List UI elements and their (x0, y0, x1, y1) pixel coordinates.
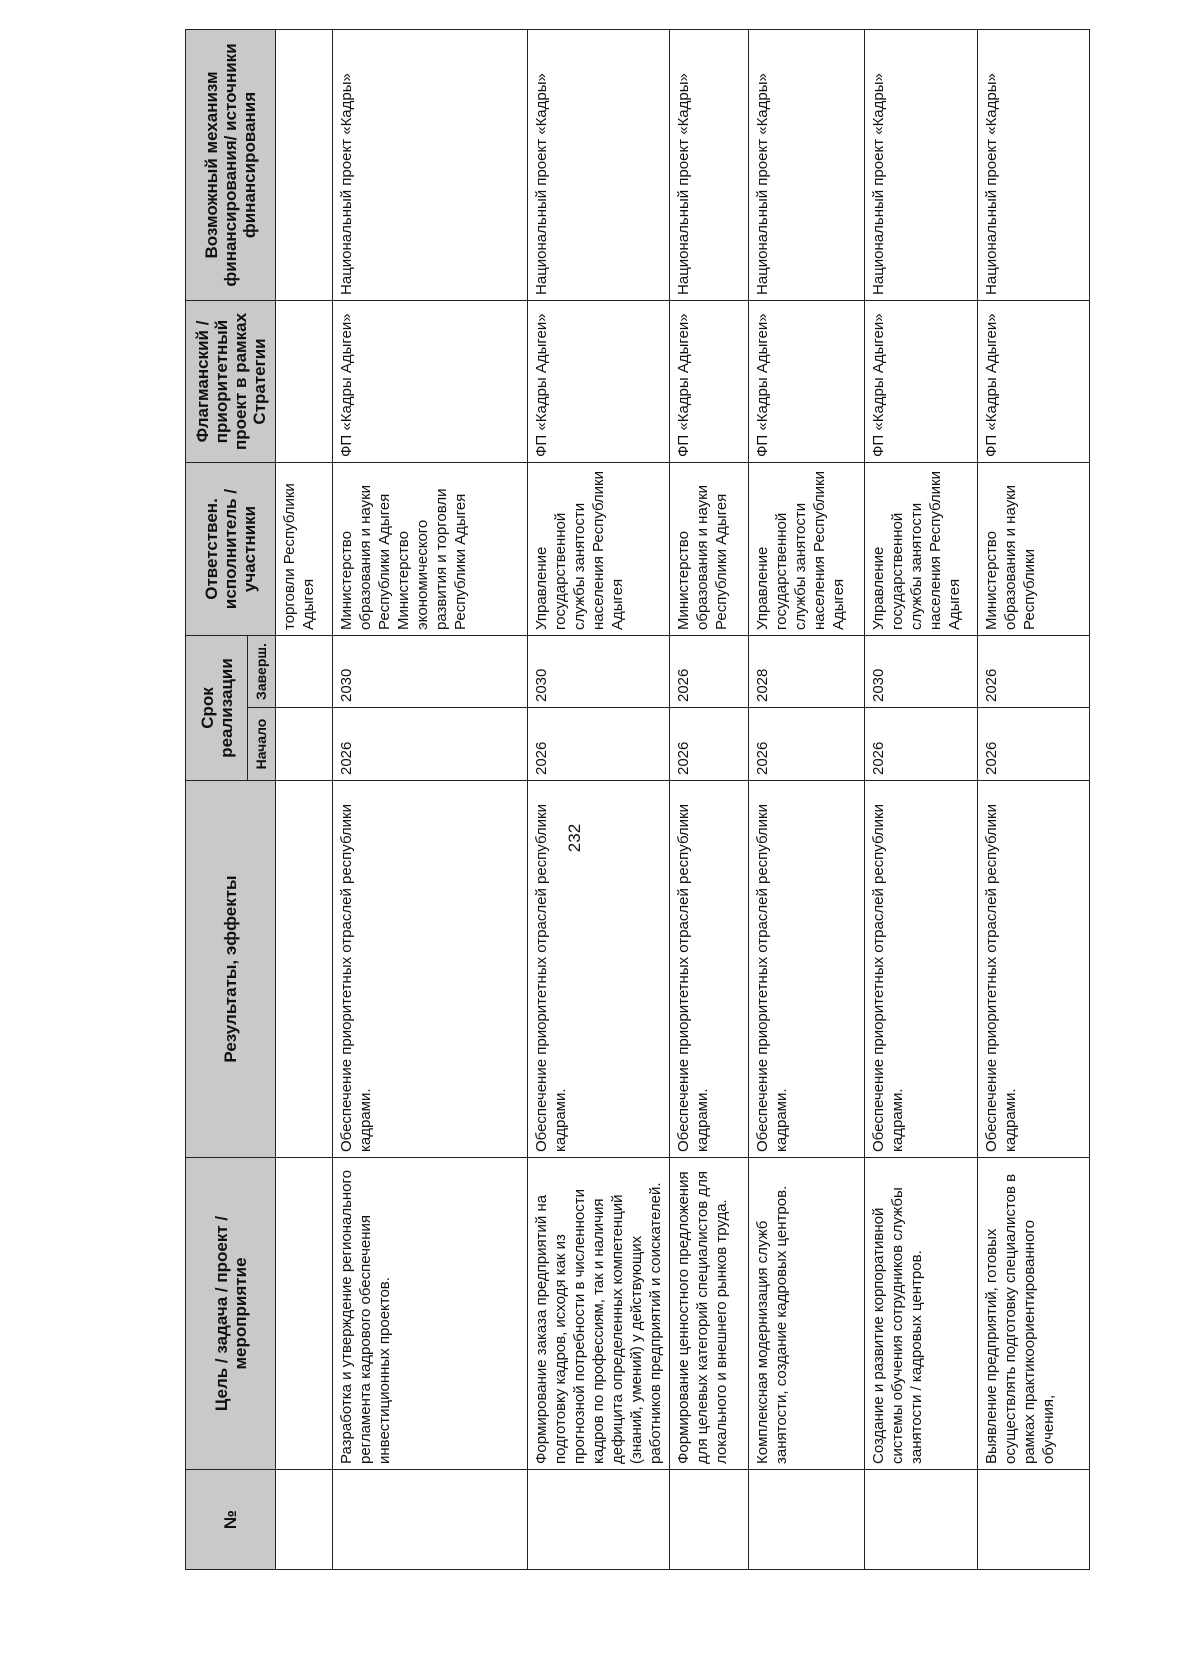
header-results: Результаты, эффекты (186, 781, 276, 1158)
row-flagship: ФП «Кадры Адыгеи» (978, 300, 1090, 462)
row-executor: Министерство образования и науки Республики (978, 462, 1090, 635)
row-end: 2026 (978, 635, 1090, 707)
row-results: Обеспечение приоритетных отраслей республики кадрами. (528, 781, 670, 1158)
row-financing: Национальный проект «Кадры» (865, 29, 978, 300)
row-flagship: ФП «Кадры Адыгеи» (865, 300, 978, 462)
row-start: 2026 (749, 708, 865, 781)
row-executor: Управление государственной службы занятости населения Республики Адыгея (528, 462, 670, 635)
header-executor: Ответствен. исполнитель / участники (186, 462, 276, 635)
row-end: 2030 (333, 635, 528, 707)
row-executor: Министерство образования и науки Республики Адыгея Министерство экономического развития и торговли Республики Адыгея (333, 462, 528, 635)
header-flagship: Флагманский / приоритетный проект в рамках Стратегии (186, 300, 276, 462)
row-goal: Выявление предприятий, готовых осуществлять подготовку специалистов в рамках практикоориентированного обучения, (978, 1158, 1090, 1470)
row-results: Обеспечение приоритетных отраслей республики кадрами. (865, 781, 978, 1158)
header-term-start: Начало (248, 708, 276, 781)
row-results: Обеспечение приоритетных отраслей республики кадрами. (333, 781, 528, 1158)
row-end: 2030 (528, 635, 670, 707)
row-results: Обеспечение приоритетных отраслей республики кадрами. (749, 781, 865, 1158)
page-number: 232 (565, 823, 584, 853)
row-executor: Управление государственной службы занятости населения Республики Адыгея (865, 462, 978, 635)
row-goal: Формирование ценностного предложения для целевых категорий специалистов для локального и внешнего рынков труда. (670, 1158, 749, 1470)
row-flagship: ФП «Кадры Адыгеи» (749, 300, 865, 462)
row-executor: торговли Республики Адыгея (276, 462, 333, 635)
row-end: 2030 (865, 635, 978, 707)
row-start: 2026 (670, 708, 749, 781)
row-flagship (276, 300, 333, 462)
row-num (749, 1470, 865, 1570)
row-num (978, 1470, 1090, 1570)
row-num (276, 1470, 333, 1570)
row-goal: Разработка и утверждение регионального регламента кадрового обеспечения инвестиционных проектов. (333, 1158, 528, 1470)
row-start: 2026 (978, 708, 1090, 781)
row-num (865, 1470, 978, 1570)
row-financing: Национальный проект «Кадры» (528, 29, 670, 300)
row-num (333, 1470, 528, 1570)
row-executor: Министерство образования и науки Республики Адыгея (670, 462, 749, 635)
row-end (276, 635, 333, 707)
row-financing (276, 29, 333, 300)
row-goal: Создание и развитие корпоративной системы обучения сотрудников службы занятости / кадровых центров. (865, 1158, 978, 1470)
row-start (276, 708, 333, 781)
header-term-end: Заверш. (248, 635, 276, 707)
table-row (333, 29, 528, 1569)
row-flagship: ФП «Кадры Адыгеи» (670, 300, 749, 462)
row-financing: Национальный проект «Кадры» (749, 29, 865, 300)
table-row (749, 29, 865, 1569)
row-results (276, 781, 333, 1158)
header-num: № (186, 1470, 276, 1570)
row-start: 2026 (865, 708, 978, 781)
header-financing: Возможный механизм финансирования/ источники финансирования (186, 29, 276, 300)
row-financing: Национальный проект «Кадры» (978, 29, 1090, 300)
row-goal: Формирование заказа предприятий на подготовку кадров, исходя как из прогнозной потребности в численности кадров по профессиям, так и наличия дефицита определенных компетенций (знаний, умений) у действующих работников предприятий и соискателей. (528, 1158, 670, 1470)
row-financing: Национальный проект «Кадры» (333, 29, 528, 300)
strategy-table (185, 29, 1090, 1570)
row-start: 2026 (333, 708, 528, 781)
row-end: 2026 (670, 635, 749, 707)
row-executor: Управление государственной службы занятости населения Республики Адыгея (749, 462, 865, 635)
row-flagship: ФП «Кадры Адыгеи» (333, 300, 528, 462)
table-row (978, 29, 1090, 1569)
table-row (276, 29, 333, 1569)
row-num (528, 1470, 670, 1570)
rotated-page (185, 30, 1065, 1570)
header-term: Срок реализации (186, 635, 248, 780)
table-row (670, 29, 749, 1569)
table-row (865, 29, 978, 1569)
row-num (670, 1470, 749, 1570)
table-row (528, 29, 670, 1569)
row-results: Обеспечение приоритетных отраслей республики кадрами. (670, 781, 749, 1158)
row-start: 2026 (528, 708, 670, 781)
row-results: Обеспечение приоритетных отраслей республики кадрами. (978, 781, 1090, 1158)
header-goal: Цель / задача / проект / мероприятие (186, 1158, 276, 1470)
row-goal (276, 1158, 333, 1470)
row-financing: Национальный проект «Кадры» (670, 29, 749, 300)
row-goal: Комплексная модернизация служб занятости, создание кадровых центров. (749, 1158, 865, 1470)
row-end: 2028 (749, 635, 865, 707)
row-flagship: ФП «Кадры Адыгеи» (528, 300, 670, 462)
